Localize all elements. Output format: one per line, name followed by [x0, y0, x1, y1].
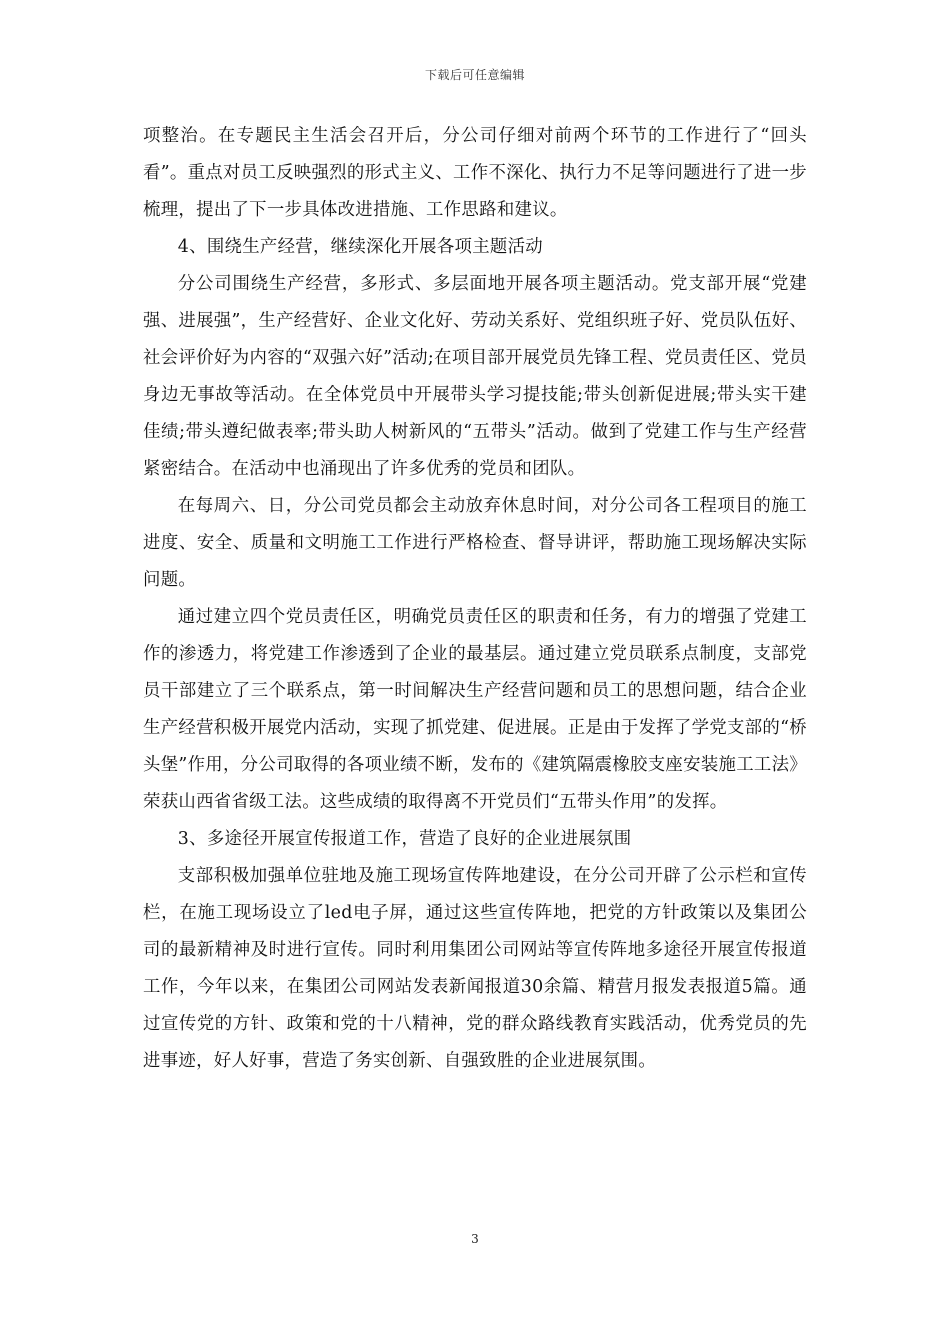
paragraph-continuation: 项整治。在专题民主生活会召开后，分公司仔细对前两个环节的工作进行了“回头看”。重点对员工反映强烈的形式主义、工作不深化、执行力不足等问题进行了进一步梳理，提出了下一步具体改进措施、工作思路和建议。 [143, 126, 807, 220]
document-body [143, 118, 807, 1080]
paragraph-theme-activities: 分公司围绕生产经营，多形式、多层面地开展各项主题活动。党支部开展“党建强、进展强”，生产经营好、企业文化好、劳动关系好、党组织班子好、党员队伍好、社会评价好为内容的“双强六好”活动;在项目部开展党员先锋工程、党员责任区、党员身边无事故等活动。在全体党员中开展带头学习提技能;带头创新促进展;带头实干建佳绩;带头遵纪做表率;带头助人树新风的“五带头”活动。做到了党建工作与生产经营紧密结合。在活动中也涌现出了许多优秀的党员和团队。 [143, 274, 807, 479]
paragraph-weekend-inspection: 在每周六、日，分公司党员都会主动放弃休息时间，对分公司各工程项目的施工进度、安全、质量和文明施工工作进行严格检查、督导讲评，帮助施工现场解决实际问题。 [143, 496, 807, 590]
page-header: 下载后可任意编辑 [424, 68, 525, 82]
section-heading-4: 4、围绕生产经营，继续深化开展各项主题活动 [177, 237, 543, 257]
paragraph-publicity: 支部积极加强单位驻地及施工现场宣传阵地建设，在分公司开辟了公示栏和宣传栏，在施工现场设立了led电子屏，通过这些宣传阵地，把党的方针政策以及集团公司的最新精神及时进行宣传。同时利用集团公司网站等宣传阵地多途径开展宣传报道工作，今年以来，在集团公司网站发表新闻报道30余篇、精营月报发表报道5篇。通过宣传党的方针、政策和党的十八精神，党的群众路线教育实践活动，优秀党员的先进事迹，好人好事，营造了务实创新、自强致胜的企业进展氛围。 [143, 866, 807, 1071]
page-number: 3 [471, 1232, 479, 1246]
section-heading-3: 3、多途径开展宣传报道工作，营造了良好的企业进展氛围 [177, 829, 632, 849]
paragraph-responsibility-zones: 通过建立四个党员责任区，明确党员责任区的职责和任务，有力的增强了党建工作的渗透力，将党建工作渗透到了企业的最基层。通过建立党员联系点制度，支部党员干部建立了三个联系点，第一时间解决生产经营问题和员工的思想问题，结合企业生产经营积极开展党内活动，实现了抓党建、促进展。正是由于发挥了学党支部的“桥头堡”作用，分公司取得的各项业绩不断，发布的《建筑隔震橡胶支座安装施工工法》荣获山西省省级工法。这些成绩的取得离不开党员们“五带头作用”的发挥。 [143, 607, 807, 812]
